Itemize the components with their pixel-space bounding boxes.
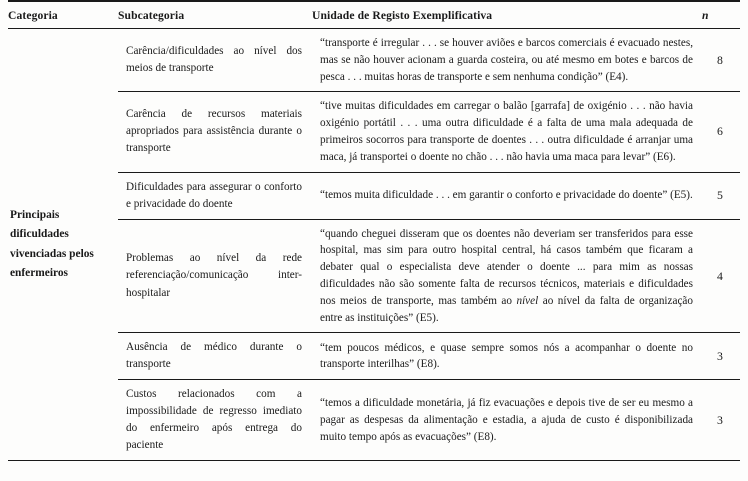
table-row [8, 92, 740, 172]
record-unit-cell: “tive muitas dificuldades em carregar o balão [garrafa] de oxigénio . . . não havia oxigénio portátil . . . uma outra dificuldade é a falta de uma mala adequada de primeiros socorros para transporte de doentes . . . outra dificuldade é arranjar uma maca, já transportei o doente no chão . . . não havia uma maca para levar” (E6). [312, 92, 702, 172]
subcategory-cell: Custos relacionados com a impossibilidade de regresso imediato do enfermeiro após entrega do paciente [118, 380, 312, 461]
column-header-n: n [702, 1, 740, 29]
column-header-categoria: Categoria [8, 1, 118, 29]
table-row [8, 29, 740, 92]
record-unit-cell: “temos a dificuldade monetária, já fiz evacuações e depois tive de ser eu mesmo a pagar as despesas da alimentação e estadia, a ajuda de custo é disponibilizada muito tempo após as evacuações” (E8). [312, 380, 702, 461]
column-header-unidade: Unidade de Registo Exemplificativa [312, 1, 702, 29]
category-label: Principais dificuldades vivenciadas pelos enfermeiros [8, 29, 118, 461]
subcategory-cell: Ausência de médico durante o transporte [118, 333, 312, 380]
record-unit-cell: “temos muita dificuldade . . . em garantir o conforto e privacidade do doente” (E5). [312, 172, 702, 219]
record-unit-cell: “tem poucos médicos, e quase sempre somos nós a acompanhar o doente no transporte interilhas” (E8). [312, 333, 702, 380]
subcategory-cell: Carência/dificuldades ao nível dos meios de transporte [126, 45, 302, 75]
record-unit-emphasis: nível [516, 294, 539, 307]
table-row [8, 380, 740, 461]
table-row [8, 333, 740, 380]
table-body [8, 29, 740, 461]
results-table [8, 0, 740, 461]
column-header-subcategoria: Subcategoria [118, 1, 312, 29]
count-cell: 8 [717, 52, 723, 67]
record-unit-cell [312, 219, 702, 333]
count-cell: 6 [702, 92, 740, 172]
table-row [8, 172, 740, 219]
record-unit-cell: “transporte é irregular . . . se houver aviões e barcos comerciais é evacuado nestes, mas se não houver acionam a guarda costeira, ou até mesmo em botes e barcos de pesca . . . muitas horas de transporte e sem nenhuma condição” (E4). [320, 37, 693, 83]
count-cell: 3 [702, 380, 740, 461]
count-cell: 5 [702, 172, 740, 219]
subcategory-cell: Dificuldades para assegurar o conforto e privacidade do doente [118, 172, 312, 219]
table-header-row [8, 1, 740, 29]
table-header [8, 1, 740, 29]
subcategory-cell: Carência de recursos materiais apropriados para assistência durante o transporte [118, 92, 312, 172]
subcategory-cell: Problemas ao nível da rede referenciação/comunicação inter-hospitalar [118, 219, 312, 333]
count-cell: 3 [702, 333, 740, 380]
count-cell: 4 [702, 219, 740, 333]
record-unit-text-part2: ao nível da falta de organização entre as instituições” (E5). [320, 294, 693, 324]
record-unit-text-part1: “quando cheguei disseram que os doentes não deveriam ser transferidos para esse hospital, mas sim para outro hospital central, há casos também que ficaram a debater qual o especialista deve atender o doente ... para mim as nossas dificuldades não são somente falta de recursos técnicos, materiais e dificuldades nos meios de transporte, mas também ao [320, 227, 693, 307]
table-row [8, 219, 740, 333]
